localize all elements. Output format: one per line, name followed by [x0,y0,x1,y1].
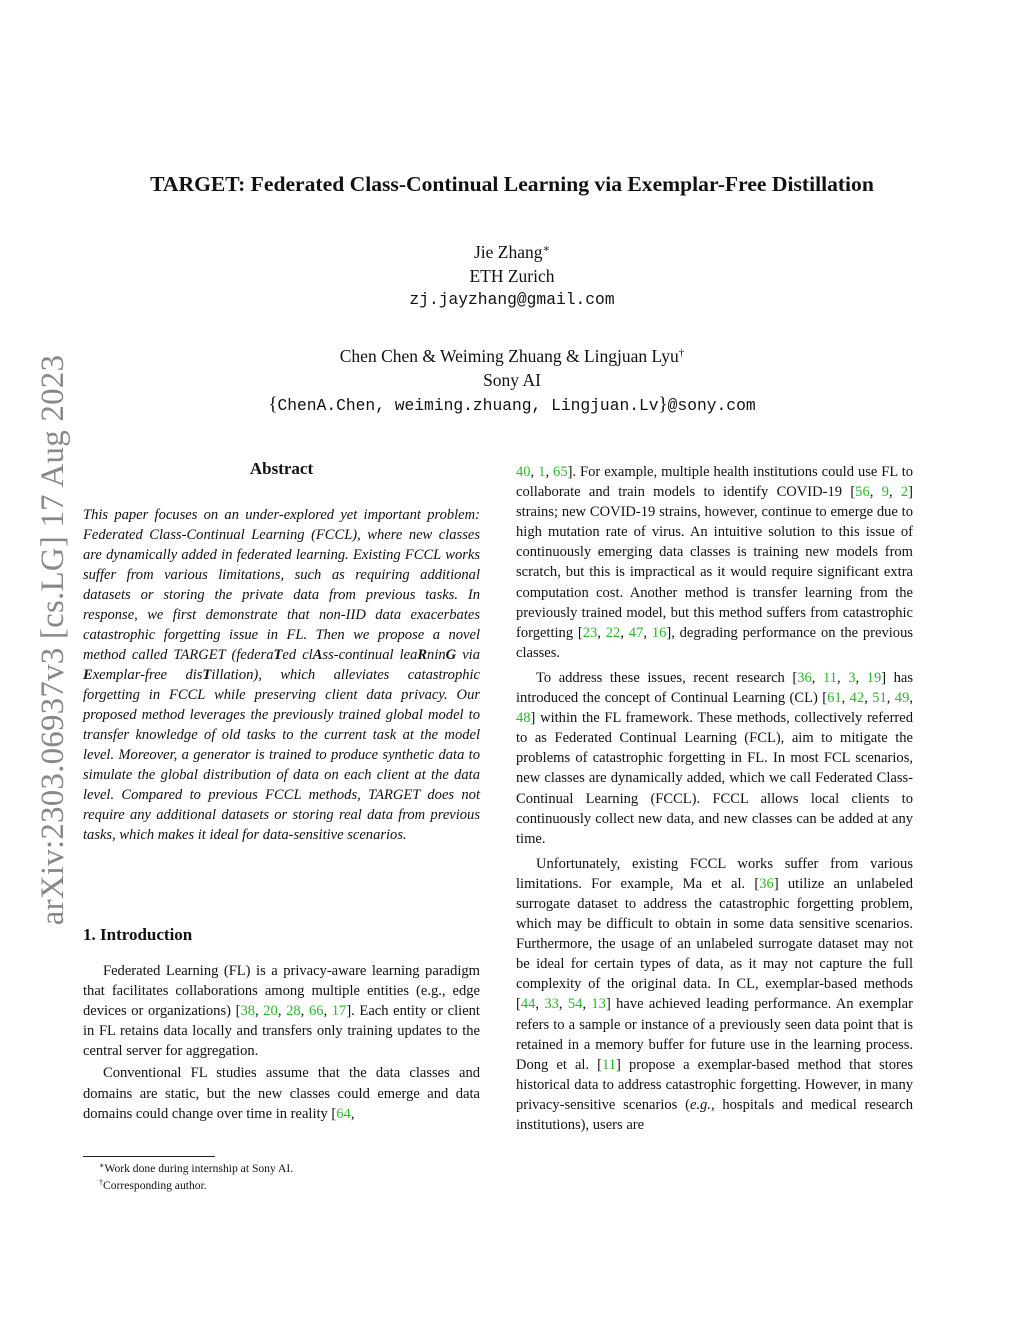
section-heading-introduction: 1. Introduction [83,925,193,944]
footnotes [83,1161,480,1194]
body-paragraph: To address these issues, recent research [36, 11, 3, 19] has introduced the concept of Continual Learning (CL) [61, 42, 51, 49, 48] within the FL framework. These methods, collectively referred to as Federated Continual Learning (FCL), aim to mitigate the problems of catastrophic forgetting in FL. In most FCL scenarios, new classes are dynamically added, which we call Federated Class-Continual Learning (FCCL). FCCL allows local clients to continuously collect new data, and new classes can be added at any time. [516,669,914,847]
body-paragraph: 40, 1, 65]. For example, multiple health institutions could use FL to collaborate and train models to identify COVID-19 [56, 9, 2] strains; new COVID-19 strains, however, continue to emerge due to high mutation rate of virus. An intuitive solution to this issue of continuously emerging data classes is training new models from scratch, but this is impractical as it would require significant extra computation cost. Another method is transfer learning from the previously trained model, but this method suffers from catastrophic forgetting [23, 22, 47, 16], degrading performance on the previous classes. [516,464,914,661]
citation-link[interactable]: 36 [759,875,774,892]
citation-link[interactable]: 11 [602,1056,617,1073]
citation-link[interactable]: 20 [263,1003,278,1020]
author-block-2 [0,344,1024,418]
citation-link[interactable]: 2 [900,484,909,501]
body-paragraph: Unfortunately, existing FCCL works suffer from various limitations. For example, Ma et al. [36] utilize an unlabeled surrogate dataset to address the catastrophic forgetting problem, which may be difficult to obtain in some data sensitive scenarios. Furthermore, the usage of an unlabeled surrogate dataset may not be ideal for certain types of data, as it may not capture the full complexity of the original data. In CL, exemplar-based methods [44, 33, 54, 13] have achieved leading performance. An exemplar refers to a sample or instance of a previously seen data point that is retained in a memory buffer for future use in the learning process. Dong et al. [11] propose a exemplar-based method that stores historical data to address catastrophic forgetting. However, in many privacy-sensitive scenarios (e.g., hospitals and medical research institutions), users are [516,855,913,1133]
author-emails[interactable]: {ChenA.Chen, weiming.zhuang, Lingjuan.Lv}@sony.com [268,394,756,415]
intro-paragraph: Federated Learning (FL) is a privacy-aware learning paradigm that facilitates collaborations among multiple entities (e.g., edge devices or organizations) [38, 20, 28, 66, 17]. Each entity or client in FL retains data locally and transfers only training updates to the central server for aggregation. [83,963,480,1060]
citation-link[interactable]: 64 [336,1105,351,1122]
citation-link[interactable]: 19 [866,669,882,686]
citation-link[interactable]: 66 [308,1003,324,1020]
citation-link[interactable]: 51 [872,690,887,707]
abstract-heading: Abstract [249,459,314,478]
paper-title: TARGET: Federated Class-Continual Learning via Exemplar-Free Distillation [150,172,874,196]
arxiv-identifier: arXiv:2303.06937v3 [cs.LG] 17 Aug 2023 [34,354,71,926]
right-column-body [516,462,913,1135]
left-column-body [83,961,480,1124]
citation-link[interactable]: 40 [516,464,531,480]
citation-link[interactable]: 28 [286,1003,301,1020]
citation-link[interactable]: 13 [591,996,606,1013]
citation-link[interactable]: 54 [567,996,583,1013]
citation-link[interactable]: 48 [516,710,531,727]
citation-link[interactable]: 56 [855,484,870,501]
author-block-1 [0,240,1024,312]
citation-link[interactable]: 23 [582,624,598,641]
intro-paragraph: Conventional FL studies assume that the data classes and domains are static, but the new classes could emerge and data domains could change over time in reality [64, [83,1065,480,1122]
citation-link[interactable]: 47 [628,624,644,641]
citation-link[interactable]: 38 [240,1003,255,1020]
author-affiliation: Sony AI [483,370,541,390]
citation-link[interactable]: 61 [827,690,842,707]
citation-link[interactable]: 65 [553,464,568,480]
citation-link[interactable]: 3 [848,669,856,686]
citation-link[interactable]: 22 [605,624,621,641]
footnote: †Corresponding author. [99,1177,207,1192]
citation-link[interactable]: 17 [331,1003,347,1020]
author-names: Chen Chen & Weiming Zhuang & Lingjuan Lyu [339,346,679,366]
citation-link[interactable]: 49 [894,690,910,707]
author-mark: † [678,347,685,359]
author-name: Jie Zhang [473,242,543,262]
author-mark: ∗ [542,243,550,255]
citation-link[interactable]: 42 [849,690,865,707]
citation-link[interactable]: 33 [544,996,559,1013]
citation-link[interactable]: 36 [797,669,812,686]
citation-link[interactable]: 44 [520,996,536,1013]
citation-link[interactable]: 1 [538,464,546,480]
footnote-rule [83,1156,215,1157]
author-affiliation: ETH Zurich [469,266,555,286]
citation-link[interactable]: 9 [881,484,889,501]
citation-link[interactable]: 11 [822,669,837,686]
author-email[interactable]: zj.jayzhang@gmail.com [409,290,615,309]
citation-link[interactable]: 16 [651,624,667,641]
abstract-text: This paper focuses on an under-explored yet important problem: Federated Class-Continual Learning (FCCL), where new classes are dynamically added in federated learning. Existing FCCL works suffer from various limitations, such as requiring additional datasets or storing the private data from previous tasks. In response, we first demonstrate that non-IID data exacerbates catastrophic forgetting issue in FL. Then we propose a novel method called TARGET (federaTed clAss-continual leaRninG via Exemplar-free disTillation), which alleviates catastrophic forgetting in FCCL while preserving client data privacy. Our proposed method leverages the previously trained global model to transfer knowledge of old tasks to the current task at the model level. Moreover, a generator is trained to produce synthetic data to simulate the global distribution of data on each client at the data level. Compared to previous FCCL methods, TARGET does not require any additional datasets or storing real data from previous tasks, which makes it ideal for data-sensitive scenarios. [83,507,480,843]
footnote: ∗Work done during internship at Sony AI. [99,1161,294,1175]
